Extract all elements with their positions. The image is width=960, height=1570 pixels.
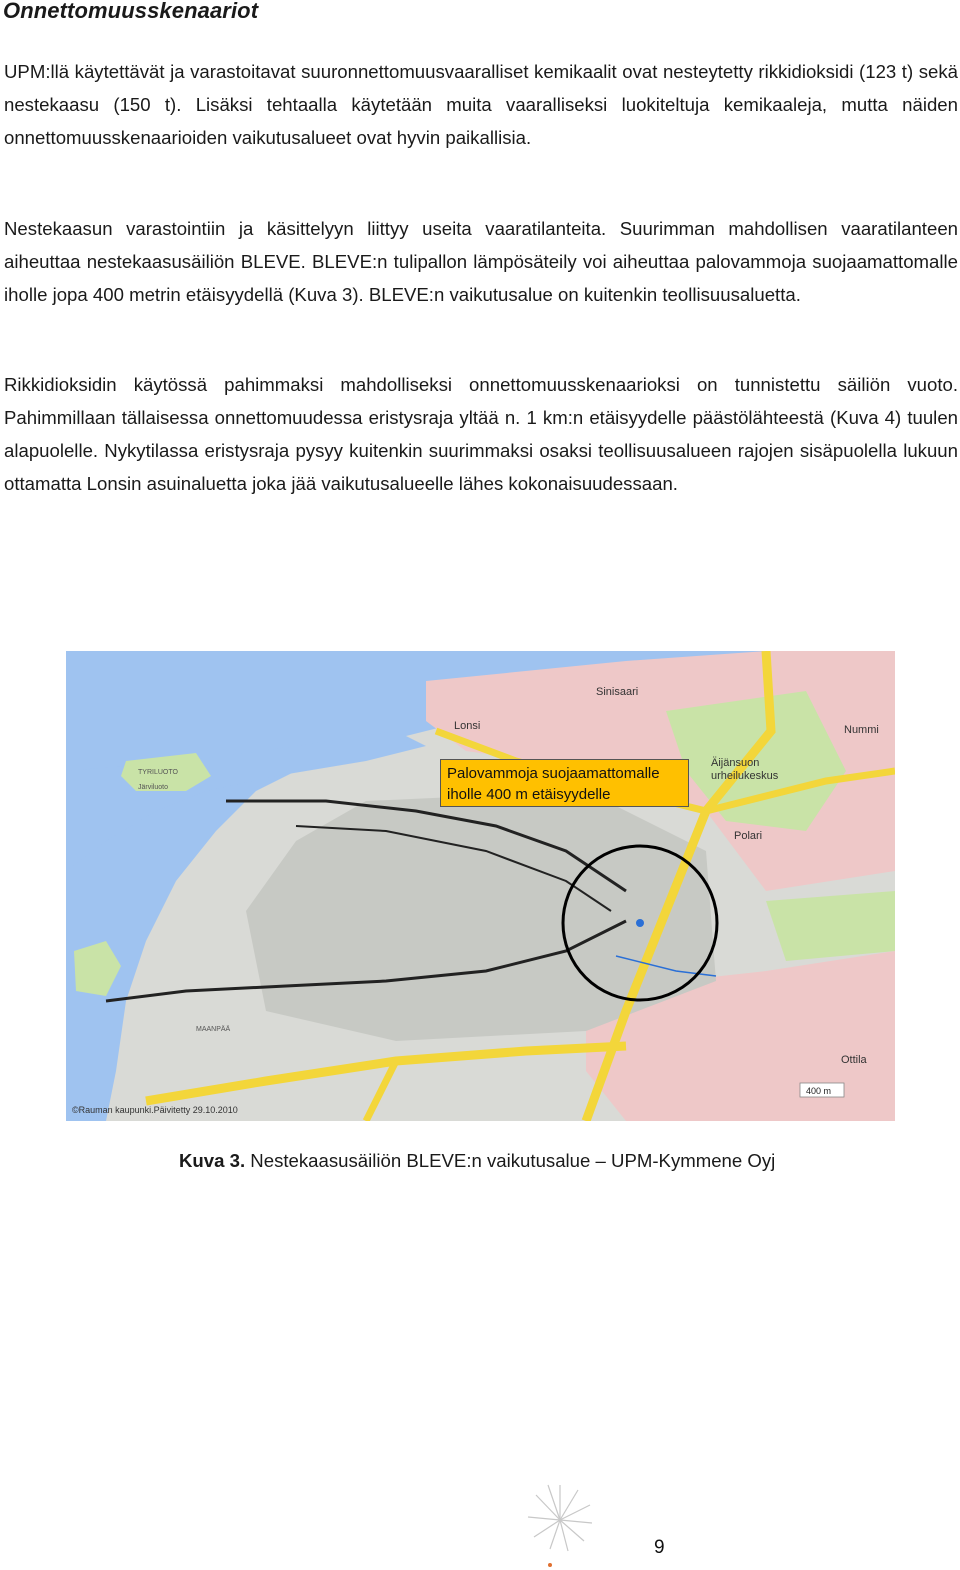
map-label-aijansuon: Äijänsuon [711,757,760,769]
map-label-polari: Polari [734,830,763,842]
map-callout [440,759,689,807]
gas-tank-marker [636,919,644,927]
paragraph-chemicals: UPM:llä käytettävät ja varastoitavat suuronnettomuusvaaralliset kemikaalit ovat nesteytetty rikkidioksidi (123 t) sekä nestekaasu (150 t). Lisäksi tehtaalla käytetään muita vaaralliseksi luokiteltuja kemikaaleja, mutta näiden onnettomuusskenaarioiden vaikutusalueet ovat hyvin paikallisia. [4,61,958,148]
map-label-sinisaari: Sinisaari [596,686,639,698]
callout-line-1: Palovammoja suojaamattomalle [447,765,660,782]
map-image [66,651,895,1121]
map-label-tyriluoto: TYRILUOTO [138,769,178,776]
map-copyright: ©Rauman kaupunki.Päivitetty 29.10.2010 [72,1105,238,1115]
map-label-nummi: Nummi [844,724,879,736]
map-label-urheilukeskus: urheilukeskus [711,770,779,782]
map-label-lonsi: Lonsi [454,720,481,732]
section-heading: Onnettomuusskenaariot [3,0,259,23]
page-number: 9 [654,1537,665,1558]
figure-caption [179,1150,775,1172]
paragraph-bleve: Nestekaasun varastointiin ja käsittelyyn liittyy useita vaaratilanteita. Suurimman mahdollisen vaaratilanteen aiheuttaa nestekaasusäiliön BLEVE. BLEVE:n tulipallon lämpösäteily voi aiheuttaa palovammoja suojaamattomalle iholle jopa 400 metrin etäisyydellä (Kuva 3). BLEVE:n vaikutusalue on kuitenkin teollisuusaluetta. [4,218,958,305]
map-label-jarviluoto: Järviluoto [138,784,168,791]
caption-text: Nestekaasusäiliön BLEVE:n vaikutusalue – UPM-Kymmene Oyj [245,1150,776,1171]
map-label-ottila: Ottila [841,1054,867,1066]
dandelion-logo-icon [520,1475,600,1570]
callout-line-2: iholle 400 m etäisyydelle [447,786,611,803]
paragraph-sulfur-dioxide: Rikkidioksidin käytössä pahimmaksi mahdolliseksi onnettomuusskenaarioksi on tunnistettu säiliön vuoto. Pahimmillaan tällaisessa onnettomuudessa eristysraja yltää n. 1 km:n etäisyydelle päästölähteestä (Kuva 4) tuulen alapuolelle. Nykytilassa eristysraja pysyy kuitenkin suurimmaksi osaksi teollisuusalueen rajojen sisäpuolella lukuun ottamatta Lonsin asuinaluetta joka jää vaikutusalueelle lähes kokonaisuudessaan. [4,374,958,494]
map-figure [66,651,895,1121]
map-label-maanpaa: MAANPÄÄ [196,1026,231,1033]
map-green-southeast [766,891,895,961]
caption-label: Kuva 3. [179,1150,246,1171]
map-scale-label: 400 m [806,1086,832,1096]
